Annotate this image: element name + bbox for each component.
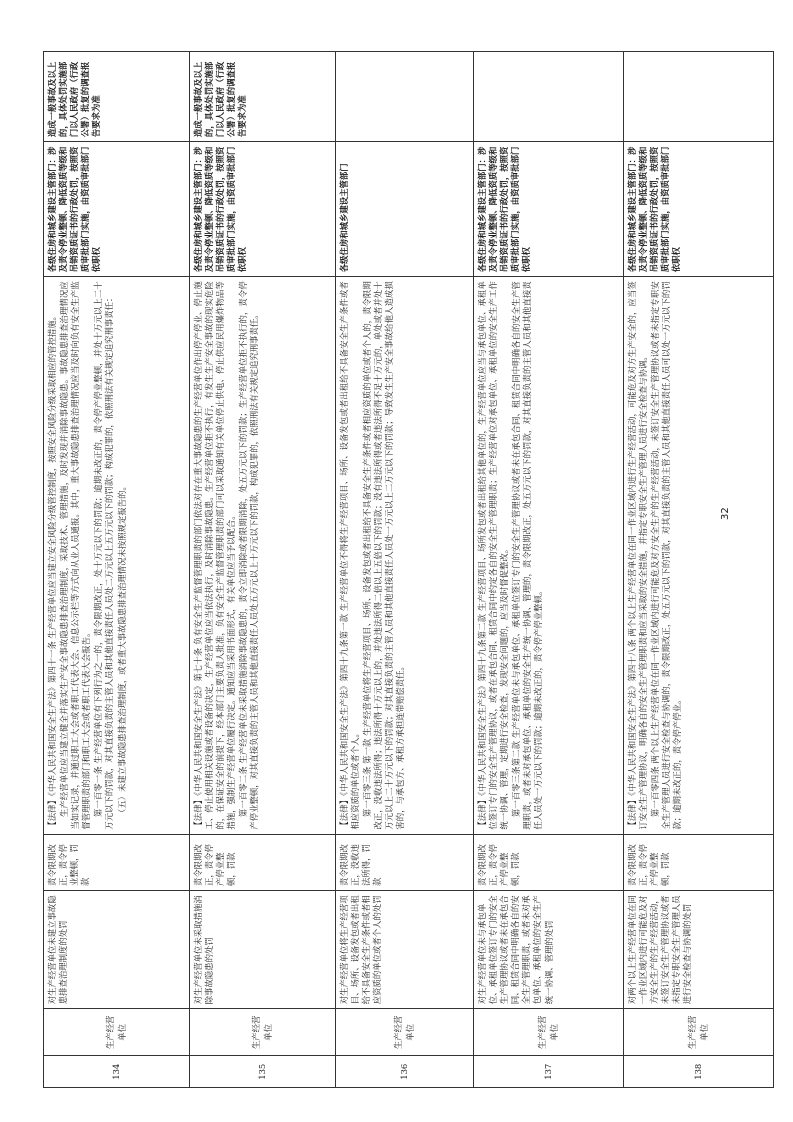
row-subject: 生产经营单位 <box>44 1009 190 1056</box>
basis-paragraph: 第一百零一条 生产经营单位有下列行为之一的，责令限期改正，处十万元以下的罚款；逾期未改正的，责令停产停业整顿，并处十万元以上二十万元以下的罚款，对其直接负责的主管人员和其他直接责任人员处二万元以上五万元以下的罚款；构成犯罪的，依照刑法有关规定追究刑事责任： <box>93 281 115 830</box>
penalty-table <box>43 51 774 1088</box>
table-row <box>190 52 336 1088</box>
row-note <box>474 52 624 142</box>
basis-paragraph: 第一百零二条 生产经营单位未采取措施消除事故隐患的，责令立即消除或者限期消除，处五万元以下的罚款；生产经营单位拒不执行的，责令停产停业整顿，对其直接负责的主管人员和其他直接责任人员处五万元以上十万元以下的罚款，构成犯罪的，依照刑法有关规定追究刑事责任。 <box>238 281 260 830</box>
page-number: 32 <box>720 507 731 520</box>
row-item: 对生产经营单位未采取措施消除事故隐患的处罚 <box>190 890 336 1008</box>
row-item: 对生产经营单位将生产经营项目、场所、设备发包或者出租给不具备安全生产条件或者相应资质的单位或者个人的处罚 <box>336 890 474 1008</box>
row-clause: 责令限期改正，责令停产停业整顿，罚款 <box>190 834 336 890</box>
table-row <box>624 52 774 1088</box>
row-number: 138 <box>624 1056 774 1088</box>
row-subject: 生产经营单位 <box>190 1009 336 1056</box>
row-note: 造成一般事故及以上的，具体处罚实施部门以人民政府（行政公署）批复的调查报告要求为准 <box>44 52 190 142</box>
row-department: 各级住房和城乡建设主管部门 <box>336 142 474 277</box>
row-item: 对生产经营单位未建立事故隐患排查治理制度的处罚 <box>44 890 190 1008</box>
basis-paragraph: 第一百零三条第二款 生产经营单位未与承包单位、承租单位签订专门的安全生产管理协议或者未在承包合同、租赁合同中明确各自的安全生产管理职责，或者未对承包单位、承租单位的安全生产统一协调、管理的，责令限期改正，处五万元以下的罚款，对其直接负责的主管人员和其他直接责任人员处一万元以下的罚款；逾期未改正的，责令停产停业整顿。 <box>511 281 544 830</box>
row-clause: 责令限期改正，责令停产停业整顿，罚款 <box>474 834 624 890</box>
row-number: 136 <box>336 1056 474 1088</box>
row-basis <box>624 277 774 834</box>
table-row <box>474 52 624 1088</box>
row-department: 各级住房和城乡建设主管部门：涉及责令停业整顿、降低资质等级和吊销资质证书的行政处罚，按照资质审批部门实施，由资质审批部门依职权 <box>44 142 190 277</box>
row-subject: 生产经营单位 <box>336 1009 474 1056</box>
basis-paragraph: （五）未建立事故隐患排查治理制度，或者重大事故隐患排查治理情况未按照规定报告的。 <box>116 482 127 818</box>
row-department: 各级住房和城乡建设主管部门：涉及责令停业整顿、降低资质等级和吊销资质证书的行政处罚，按照资质审批部门实施，由资质审批部门依职权 <box>624 142 774 277</box>
row-note <box>336 52 474 142</box>
basis-paragraph: 【法律】《中华人民共和国安全生产法》第七十条 负有安全生产监督管理职责的部门依法对存在重大事故隐患的生产经营单位作出停产停业、停止施工、停止使用相关设施或者设备的决定，生产经营单位应当依法执行，及时消除事故隐患。生产经营单位拒不执行，有发生生产安全事故的现实危险的，在保证安全的前提下，经本部门主要负责人批准，负有安全生产监督管理职责的部门可以采取通知有关单位停止供电、停止供应民用爆炸物品等措施，强制生产经营单位履行决定。通知应当采用书面形式，有关单位应当予以配合。 <box>193 281 237 830</box>
basis-paragraph: 第一百零四条 两个以上生产经营单位在同一作业区域内进行可能危及对方安全生产的生产经营活动，未签订安全生产管理协议或者未指定专职安全生产管理人员进行安全检查与协调的，责令限期改正，处五万元以下的罚款，对其直接负责的主管人员和其他直接责任人员可以处一万元以下的罚款；逾期未改正的，责令停产停业。 <box>650 281 683 830</box>
row-clause: 责令限期改正，责令停产停业整顿，罚款 <box>624 834 774 890</box>
row-item: 对两个以上生产经营单位在同一作业区域内进行可能危及对方安全生产的生产经营活动，未签订安全生产管理协议或者未指定专职安全生产管理人员进行安全检查与协调的处罚 <box>624 890 774 1008</box>
row-number: 135 <box>190 1056 336 1088</box>
row-department: 各级住房和城乡建设主管部门：涉及责令停业整顿、降低资质等级和吊销资质证书的行政处罚，按照资质审批部门实施，由资质审批部门依职权 <box>190 142 336 277</box>
basis-paragraph: 【法律】《中华人民共和国安全生产法》第四十九条第二款 生产经营项目、场所发包或者出租给其他单位的，生产经营单位应当与承包单位、承租单位签订专门的安全生产管理协议，或者在承包合同、租赁合同中约定各自的安全生产管理职责；生产经营单位对承包单位、承租单位的安全生产工作统一协调、管理，定期进行安全检查，发现安全问题的，应当及时督促整改。 <box>477 281 510 830</box>
row-basis <box>44 277 190 834</box>
basis-paragraph: 【法律】《中华人民共和国安全生产法》第四十九条第一款 生产经营单位不得将生产经营项目、场所、设备发包或者出租给不具备安全生产条件或者相应资质的单位或者个人。 <box>339 281 361 830</box>
rotated-table-wrapper <box>43 51 773 1088</box>
table-row <box>44 52 190 1088</box>
basis-paragraph: 生产经营单位应当建立健全并落实生产安全事故隐患排查治理制度，采取技术、管理措施，及时发现并消除事故隐患。事故隐患排查治理情况应当如实记录，并通过职工大会或者职工代表大会、信息公示栏等方式向从业人员通报。其中，重大事故隐患排查治理情况应当及时向负有安全生产监督管理职责的部门和职工大会或者职工代表大会报告。 <box>59 281 92 830</box>
basis-paragraph: 第一百零三条 第一款 生产经营单位将生产经营项目、场所、设备发包或者出租给不具备安全生产条件或者相应资质的单位或者个人的，责令限期改正，没收违法所得；违法所得十万元以上的，并处违法所得二倍以上五倍以下的罚款；没有违法所得或者违法所得不足十万元的，单处或者并处十万元以上二十万元以下的罚款；对其直接负责的主管人员和其他直接责任人员处一万元以上二万元以下的罚款；导致发生生产安全事故给他人造成损害的，与承包方、承租方承担连带赔偿责任。 <box>362 281 406 830</box>
row-basis <box>190 277 336 834</box>
row-clause: 责令限期改正，责令停业整顿，罚款 <box>44 834 190 890</box>
row-item: 对生产经营单位未与承包单位、承租单位签订专门的安全生产管理协议或者未在承包合同、租赁合同中明确各自的安全生产管理职责，或者未对承包单位、承租单位的安全生产统一协调、管理的处罚 <box>474 890 624 1008</box>
basis-paragraph: 【法律】《中华人民共和国安全生产法》第四十八条 两个以上生产经营单位在同一作业区域内进行生产经营活动，可能危及对方生产安全的，应当签订安全生产管理协议，明确各自的安全生产管理职责和应当采取的安全措施，并指定专职安全生产管理人员进行安全检查与协调。 <box>627 281 649 830</box>
row-note: 造成一般事故及以上的，具体处罚实施部门以人民政府（行政公署）批复的调查报告要求为准 <box>190 52 336 142</box>
row-clause: 责令限期改正，没收违法所得，罚款 <box>336 834 474 890</box>
row-basis <box>474 277 624 834</box>
basis-paragraph: 【法律】《中华人民共和国安全生产法》第四十一条 生产经营单位应当建立安全风险分级管控制度，按照安全风险分级采取相应的管控措施。 <box>47 311 57 830</box>
row-basis <box>336 277 474 834</box>
row-subject: 生产经营单位 <box>474 1009 624 1056</box>
row-department: 各级住房和城乡建设主管部门：涉及责令停业整顿、降低资质等级和吊销资质证书的行政处罚，按照资质审批部门实施，由资质审批部门依职权 <box>474 142 624 277</box>
row-number: 134 <box>44 1056 190 1088</box>
row-note <box>624 52 774 142</box>
row-subject: 生产经营单位 <box>624 1009 774 1056</box>
row-number: 137 <box>474 1056 624 1088</box>
table-row <box>336 52 474 1088</box>
